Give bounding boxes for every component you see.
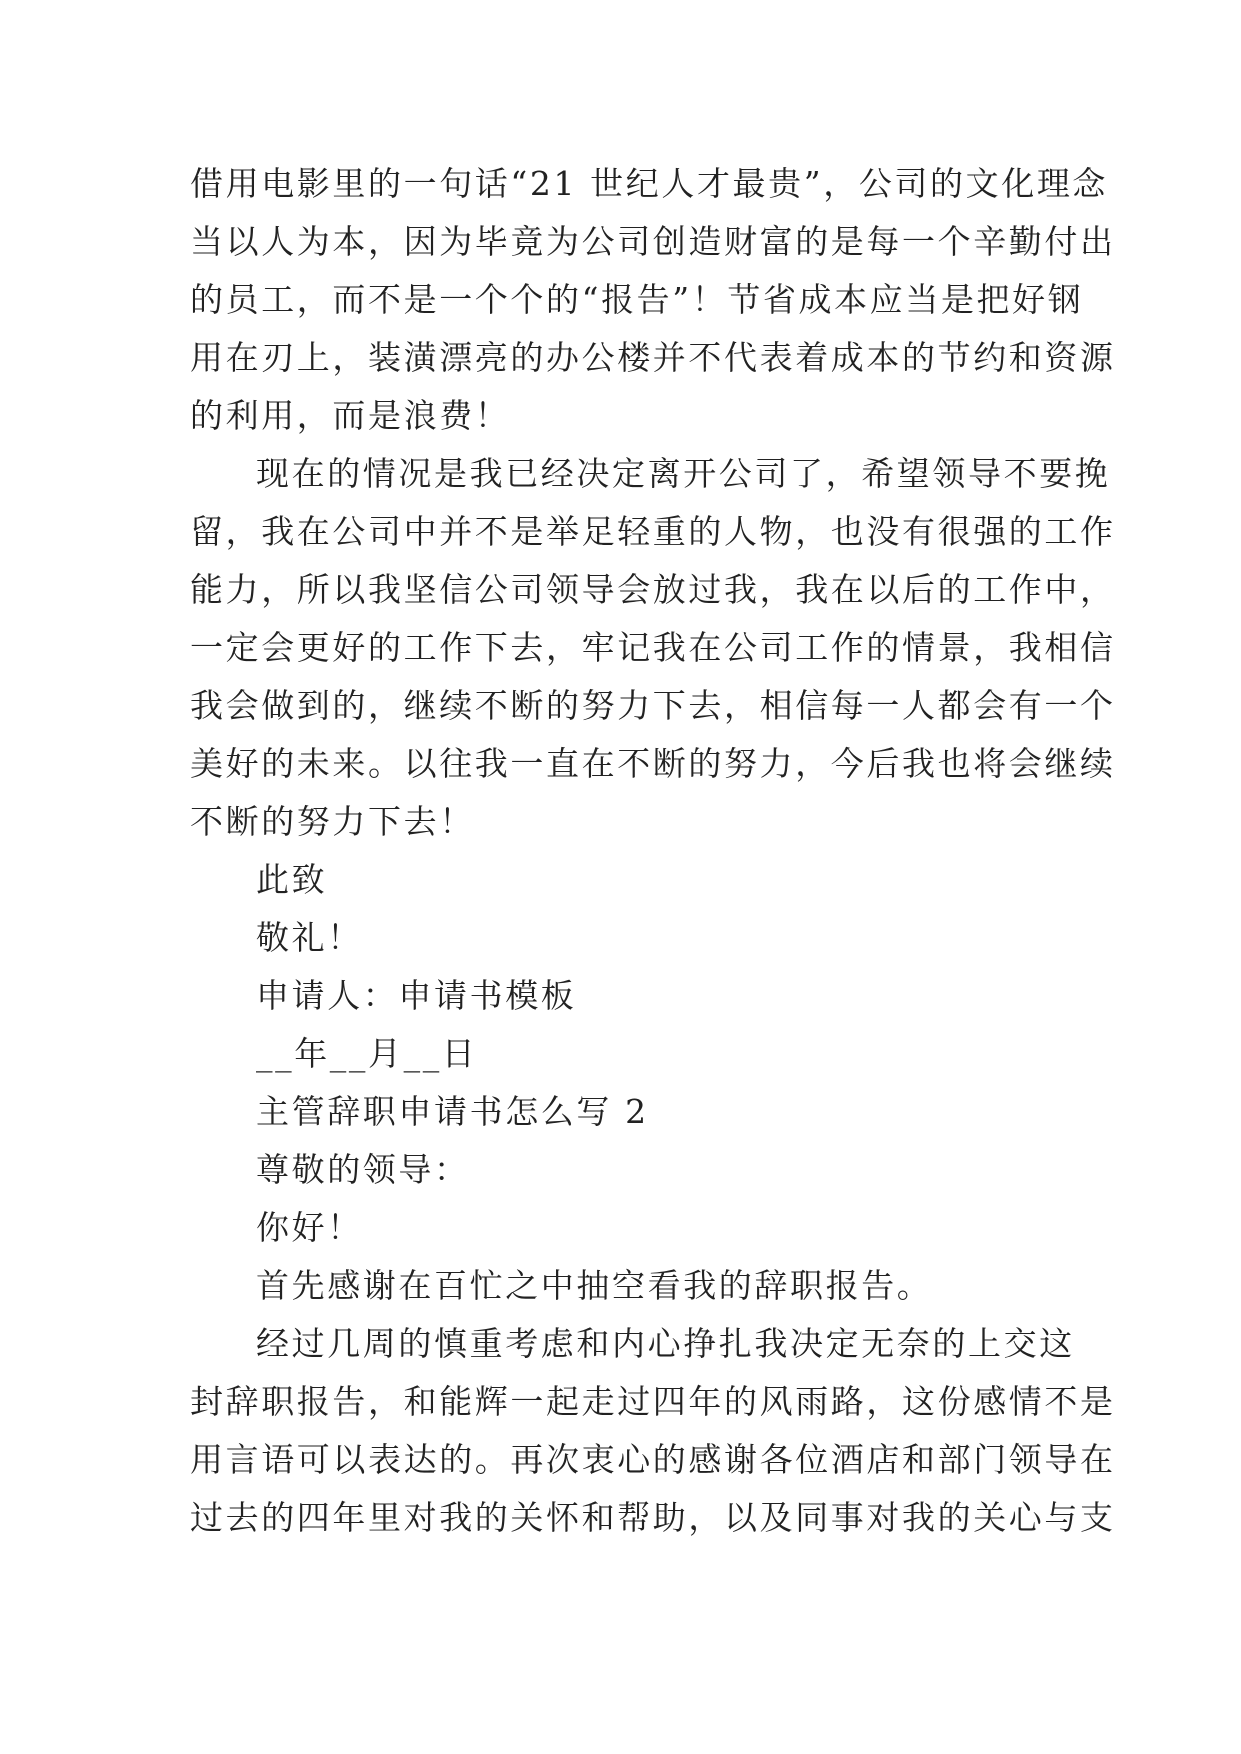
paragraph-start-line: 经过几周的慎重考虑和内心挣扎我决定无奈的上交这 <box>256 1324 1075 1363</box>
closing-regards: 敬礼！ <box>256 918 363 957</box>
text-line: 借用电影里的一句话“21 世纪人才最贵”，公司的文化理念 <box>190 164 1109 203</box>
text-line: 的员工，而不是一个个的“报告”！节省成本应当是把好钢 <box>190 280 1084 319</box>
text-line: 留，我在公司中并不是举足轻重的人物，也没有很强的工作 <box>190 512 1116 551</box>
text-line: 过去的四年里对我的关怀和帮助，以及同事对我的关心与支 <box>190 1498 1116 1537</box>
text-line: 用言语可以表达的。再次衷心的感谢各位酒店和部门领导在 <box>190 1440 1116 1479</box>
closing-salutation: 此致 <box>256 860 328 899</box>
greeting-hello: 你好！ <box>256 1208 363 1247</box>
text-line: 美好的未来。以往我一直在不断的努力，今后我也将会继续 <box>190 744 1116 783</box>
text-line: 不断的努力下去！ <box>190 802 475 841</box>
text-line: 封辞职报告，和能辉一起走过四年的风雨路，这份感情不是 <box>190 1382 1116 1421</box>
greeting-line: 尊敬的领导： <box>256 1150 470 1189</box>
text-line: 我会做到的，继续不断的努力下去，相信每一人都会有一个 <box>190 686 1116 725</box>
text-line: 一定会更好的工作下去，牢记我在公司工作的情景，我相信 <box>190 628 1116 667</box>
text-line: 用在刃上，装潢漂亮的办公楼并不代表着成本的节约和资源 <box>190 338 1116 377</box>
document-body <box>190 155 1116 1547</box>
text-line: 能力，所以我坚信公司领导会放过我，我在以后的工作中， <box>190 570 1116 609</box>
text-line: 当以人为本，因为毕竟为公司创造财富的是每一个辛勤付出 <box>190 222 1116 261</box>
paragraph-start-line: 现在的情况是我已经决定离开公司了，希望领导不要挽 <box>256 454 1111 493</box>
section-heading: 主管辞职申请书怎么写 2 <box>256 1092 649 1131</box>
applicant-line: 申请人：申请书模板 <box>256 976 577 1015</box>
text-line: 的利用，而是浪费！ <box>190 396 511 435</box>
paragraph-start-line: 首先感谢在百忙之中抽空看我的辞职报告。 <box>256 1266 933 1305</box>
date-line: __年__月__日 <box>256 1034 478 1073</box>
